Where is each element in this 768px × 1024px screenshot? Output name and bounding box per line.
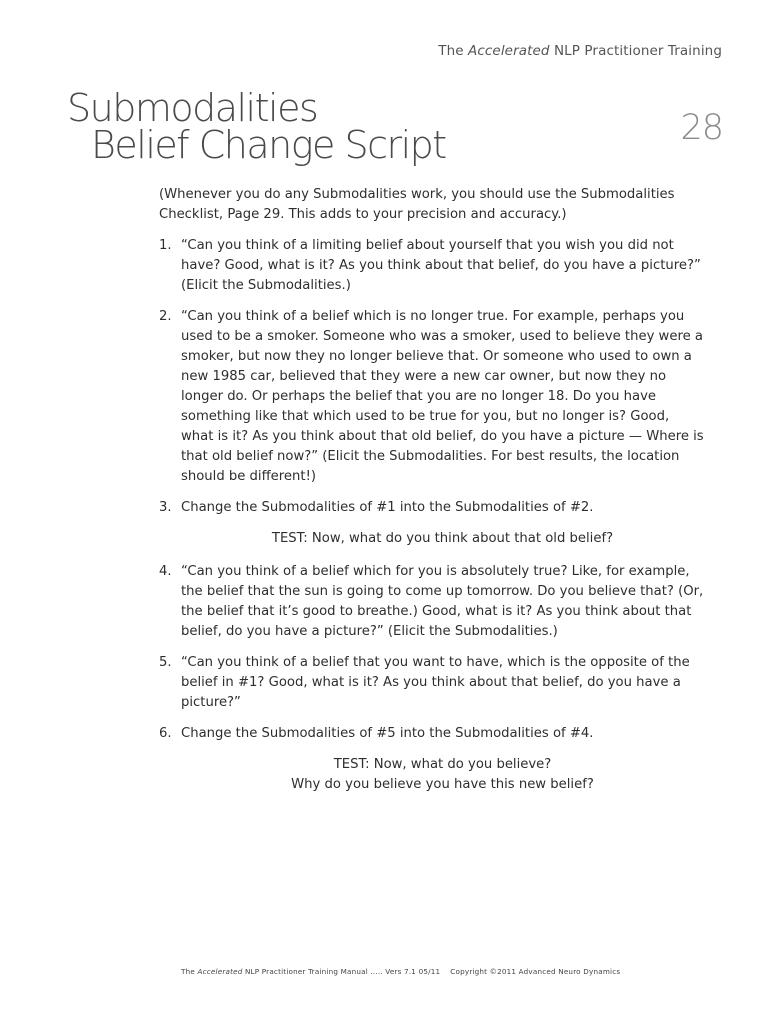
test-prompt-1 bbox=[159, 529, 704, 549]
step-text: “Can you think of a belief which for you is absolutely true? Like, for example, the belief that the sun is going to come up tomorrow. Do you believe that? (Or, the belief that it’s good to breathe.) Good, what is it? As you think about that belief, do you have a picture?” (Elicit the Submodalities.) bbox=[181, 564, 704, 639]
step-item bbox=[159, 307, 704, 487]
step-text: Change the Submodalities of #1 into the Submodalities of #2. bbox=[181, 500, 594, 515]
page-footer bbox=[181, 967, 620, 976]
test-line: TEST: Now, what do you think about that old belief? bbox=[271, 531, 614, 546]
step-number: 1. bbox=[159, 238, 172, 253]
header-prefix: The bbox=[438, 43, 469, 59]
test-line: Why do you believe you have this new belief? bbox=[291, 777, 594, 792]
step-number: 6. bbox=[159, 726, 172, 741]
step-item bbox=[159, 236, 704, 296]
header-emphasis: Accelerated bbox=[468, 43, 550, 59]
step-text: “Can you think of a limiting belief about yourself that you wish you did not have? Good, what is it? As you think about that belief, do you have a picture?” (Elicit the Submodalities.) bbox=[181, 238, 701, 293]
step-text: Change the Submodalities of #5 into the Submodalities of #4. bbox=[181, 726, 594, 741]
test-line: TEST: Now, what do you believe? bbox=[333, 757, 552, 772]
footer-copyright: Copyright ©2011 Advanced Neuro Dynamics bbox=[450, 967, 621, 976]
step-number: 2. bbox=[159, 309, 172, 324]
footer-emphasis: Accelerated bbox=[197, 967, 243, 976]
header-suffix: NLP Practitioner Training bbox=[549, 43, 722, 59]
page-title-line-2: Belief Change Script bbox=[91, 123, 446, 167]
footer-suffix: NLP Practitioner Training Manual ..... Vers 7.1 05/11 bbox=[242, 967, 441, 976]
step-item bbox=[159, 724, 704, 744]
step-text: “Can you think of a belief which is no longer true. For example, perhaps you used to be a smoker. Someone who was a smoker, used to believe they were a smoker, but now they no longer believe that. Or someone who used to own a new 1985 car, believed that they were a new car owner, but now they no longer do. Or perhaps the belief that you are no longer 18. Do you have something like that which used to be true for you, but no longer is? Good, what is it? As you think about that old belief, do you have a picture — Where is that old belief now?” (Elicit the Submodalities. For best results, the location should be different!) bbox=[181, 309, 704, 484]
step-list bbox=[159, 236, 704, 518]
script-body bbox=[159, 185, 704, 808]
running-header bbox=[438, 43, 722, 59]
step-number: 4. bbox=[159, 564, 172, 579]
step-item bbox=[159, 562, 704, 642]
step-text: “Can you think of a belief that you want to have, which is the opposite of the belief in #1? Good, what is it? As you think about that belief, do you have a picture?” bbox=[181, 655, 690, 710]
test-prompt-2 bbox=[159, 755, 704, 795]
footer-prefix: The bbox=[181, 967, 198, 976]
step-number: 5. bbox=[159, 655, 172, 670]
intro-paragraph: (Whenever you do any Submodalities work, you should use the Submodalities Checklist, Page 29. This adds to your precision and accuracy.) bbox=[159, 187, 675, 222]
step-list bbox=[159, 562, 704, 744]
step-number: 3. bbox=[159, 500, 172, 515]
page-number: 28 bbox=[680, 108, 723, 148]
step-item bbox=[159, 498, 704, 518]
page-title-line-1: Submodalities bbox=[67, 86, 318, 130]
step-item bbox=[159, 653, 704, 713]
